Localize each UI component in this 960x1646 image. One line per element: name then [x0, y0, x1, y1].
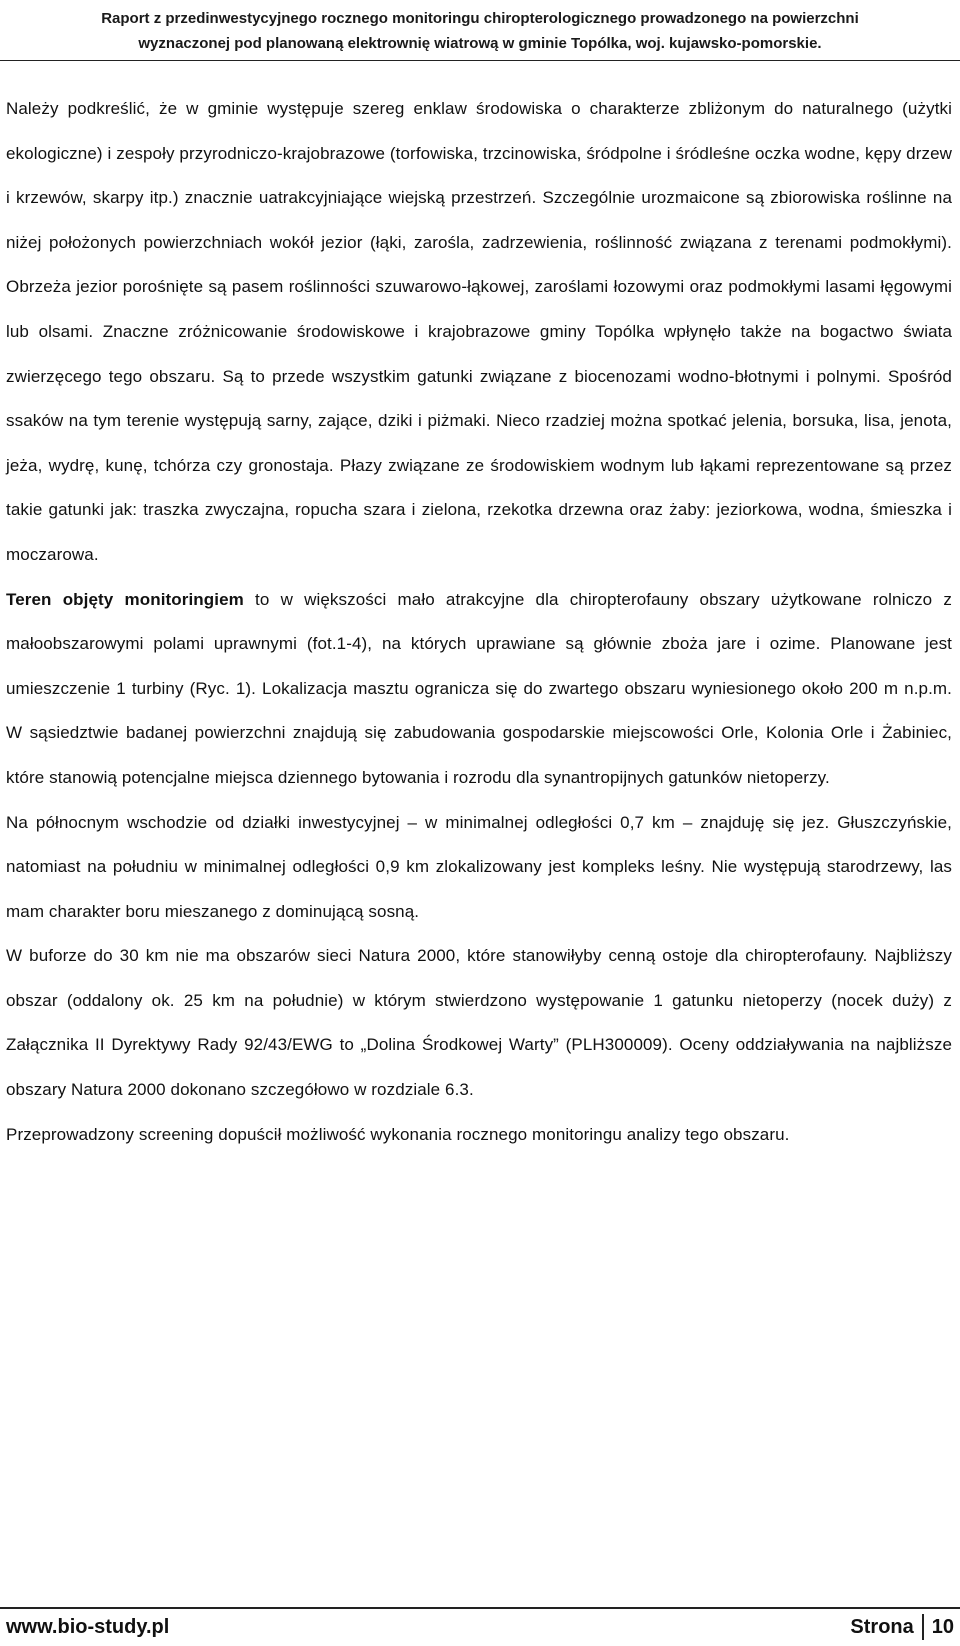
footer-divider: [0, 1607, 960, 1609]
paragraph-lake-forest: [6, 801, 952, 935]
paragraph-screening: [6, 1113, 952, 1158]
paragraph-text: Należy podkreślić, że w gminie występuje szereg enklaw środowiska o charakterze zbliżonym do naturalnego (użytki ekologiczne) i zespoły przyrodniczo-krajobrazowe (torfowiska, trzcinowiska, śródpolne i śródleśne oczka wodne, kępy drzew i krzewów, skarpy itp.) znacznie uatrakcyjniające wiejską przestrzeń. Szczególnie urozmaicone są zbiorowiska roślinne na niżej położonych powierzchniach wokół jezior (łąki, zarośla, zadrzewienia, roślinność związana z terenami podmokłymi). Obrzeża jezior porośnięte są pasem roślinności szuwarowo-łąkowej, zaroślami łozowymi oraz podmokłymi lasami łęgowymi lub olsami. Znaczne zróżnicowanie środowiskowe i krajobrazowe gminy Topólka wpłynęło także na bogactwo świata zwierzęcego tego obszaru. Są to przede wszystkim gatunki związane z biocenozami wodno-błotnymi i polnymi. Spośród ssaków na tym terenie występują sarny, zające, dziki i piżmaki. Nieco rzadziej można spotkać jelenia, borsuka, lisa, jenota, jeża, wydrę, kunę, tchórza czy gronostaja. Płazy związane ze środowiskiem wodnym lub łąkami reprezentowane są przez takie gatunki jak: traszka zwyczajna, ropucha szara i zielona, rzekotka drzewna oraz żaby: jeziorkowa, wodna, śmieszka i moczarowa.: [6, 99, 952, 564]
paragraph-lead-bold: Teren objęty monitoringiem: [6, 589, 244, 609]
page-label: Strona: [850, 1616, 914, 1638]
document-body: [6, 87, 952, 1157]
paragraph-natura-2000: [6, 934, 952, 1112]
page-header: [0, 6, 960, 56]
paragraph-text: Na północnym wschodzie od działki inwestycyjnej – w minimalnej odległości 0,7 km – znajduję się jez. Głuszczyńskie, natomiast na południu w minimalnej odległości 0,9 km zlokalizowany jest kompleks leśny. Nie występują starodrzewy, las mam charakter boru mieszanego z dominującą sosną.: [6, 812, 952, 921]
paragraph-text: to w większości mało atrakcyjne dla chiropterofauny obszary użytkowane rolniczo z małoobszarowymi polami uprawnymi (fot.1-4), na których uprawiane są głównie zboża jare i ozime. Planowane jest umieszczenie 1 turbiny (Ryc. 1). Lokalizacja masztu ogranicza się do zwartego obszaru wyniesionego około 200 m n.p.m. W sąsiedztwie badanej powierzchni znajdują się zabudowania gospodarskie miejscowości Orle, Kolonia Orle i Żabiniec, które stanowią potencjalne miejsca dziennego bytowania i rozrodu dla synantropijnych gatunków nietoperzy.: [6, 589, 952, 787]
footer-page-number: [850, 1613, 954, 1641]
page-separator: [922, 1614, 924, 1640]
header-title-line-2: wyznaczonej pod planowaną elektrownię wiatrową w gminie Topólka, woj. kujawsko-pomorskie.: [138, 35, 822, 52]
page-number: 10: [931, 1616, 954, 1638]
paragraph-text: W buforze do 30 km nie ma obszarów sieci Natura 2000, które stanowiłyby cenną ostoje dla chiropterofauny. Najbliższy obszar (oddalony ok. 25 km na południe) w którym stwierdzono występowanie 1 gatunku nietoperzy (nocek duży) z Załącznika II Dyrektywy Rady 92/43/EWG to „Dolina Środkowej Warty” (PLH300009). Oceny oddziaływania na najbliższe obszary Natura 2000 dokonano szczegółowo w rozdziale 6.3.: [6, 946, 952, 1100]
footer-website: www.bio-study.pl: [6, 1616, 170, 1638]
paragraph-environment: [6, 87, 952, 578]
paragraph-monitored-area: [6, 578, 952, 801]
paragraph-text: Przeprowadzony screening dopuścił możliwość wykonania rocznego monitoringu analizy tego obszaru.: [6, 1124, 790, 1144]
header-title-line-1: Raport z przedinwestycyjnego rocznego monitoringu chiropterologicznego prowadzonego na powierzchni: [101, 10, 859, 27]
header-divider: [0, 60, 960, 61]
